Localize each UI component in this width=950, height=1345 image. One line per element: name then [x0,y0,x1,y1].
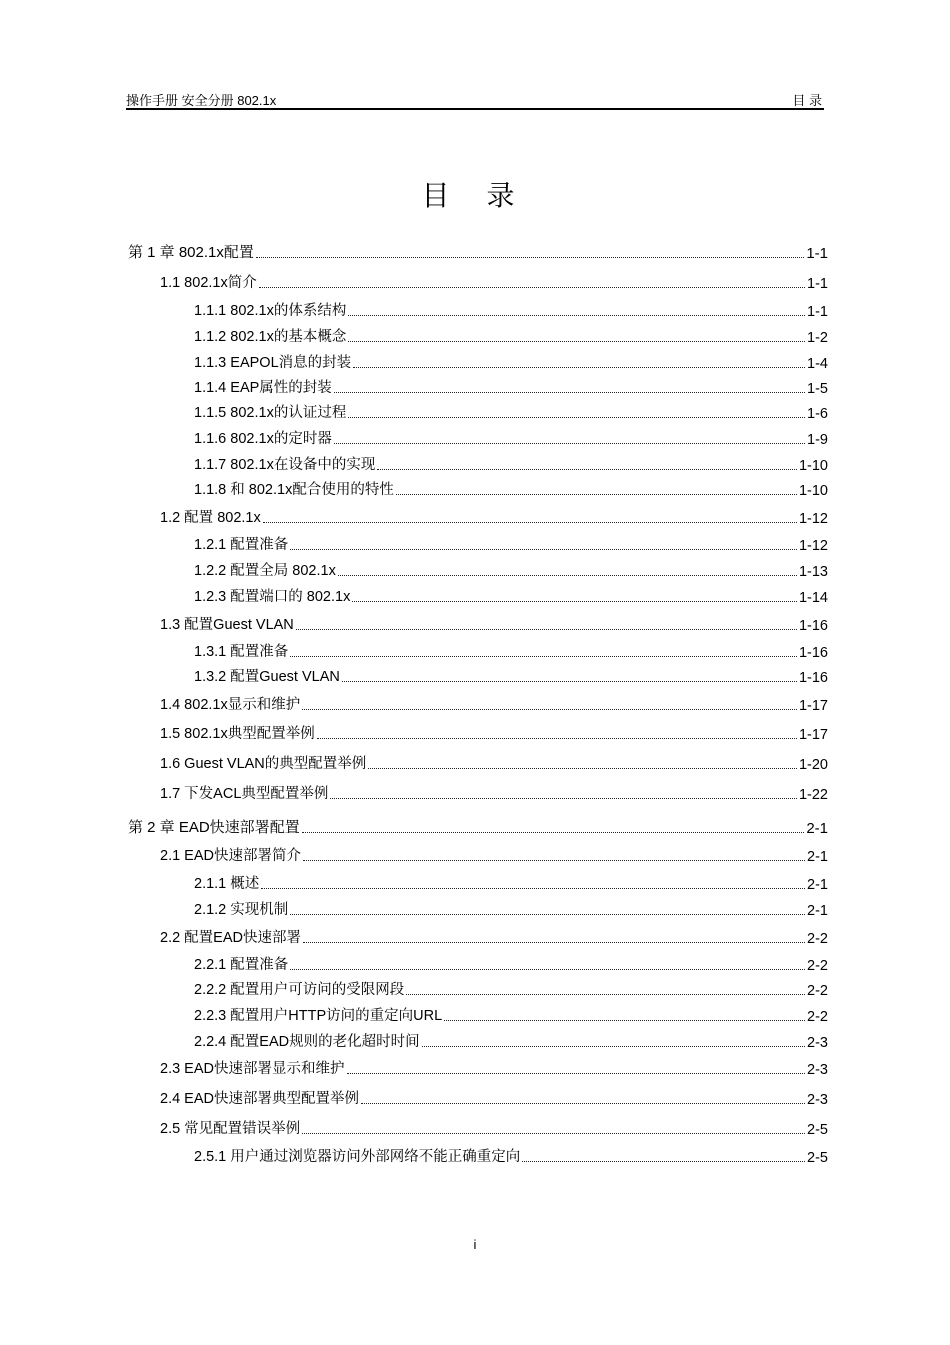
toc-leader-dots [334,443,805,444]
toc-entry-page: 2-1 [807,877,828,893]
toc-entry-label: 1.1.1 802.1x的体系结构 [194,303,347,319]
toc-entry-page: 1-1 [807,304,828,320]
header-manual-title: 操作手册 安全分册 802.1x [126,93,277,108]
toc-leader-dots [334,392,805,393]
page-header [126,90,824,110]
toc-leader-dots [256,257,804,258]
toc-entry[interactable] [194,666,828,686]
toc-entry-page: 2-2 [807,1009,828,1025]
toc-entry-page: 2-2 [807,931,828,947]
toc-entry-label: 1.2.2 配置全局 802.1x [194,563,336,579]
toc-entry-label: 1.5 802.1x典型配置举例 [160,726,315,742]
toc-entry-label: 1.4 802.1x显示和维护 [160,697,301,713]
toc-entry[interactable] [194,1005,828,1025]
toc-entry[interactable] [160,1088,828,1108]
toc-entry-label: 1.7 下发ACL典型配置举例 [160,786,329,802]
toc-entry[interactable] [194,560,828,580]
toc-leader-dots [348,341,805,342]
toc-leader-dots [352,601,797,602]
toc-entry[interactable] [194,899,828,919]
toc-leader-dots [263,522,797,523]
toc-entry-label: 1.1.6 802.1x的定时器 [194,431,332,447]
toc-entry[interactable] [194,479,828,499]
toc-entry[interactable] [160,783,828,803]
toc-entry[interactable] [160,927,828,947]
toc-entry-page: 1-1 [807,276,828,292]
toc-leader-dots [342,681,797,682]
header-rule [126,108,824,110]
toc-entry-page: 1-16 [798,670,828,686]
toc-leader-dots [290,656,797,657]
toc-leader-dots [302,832,805,833]
toc-entry-label: 1.2.3 配置端口的 802.1x [194,589,351,605]
toc-leader-dots [444,1020,805,1021]
toc-entry[interactable] [160,507,828,527]
toc-leader-dots [296,629,797,630]
toc-entry-label: 1.3.2 配置Guest VLAN [194,669,340,685]
toc-entry-label: 1.1.4 EAP属性的封装 [194,380,332,396]
toc-leader-dots [290,969,805,970]
toc-entry-page: 2-2 [807,958,828,974]
toc-leader-dots [522,1161,805,1162]
toc-entry-label: 2.1.1 概述 [194,876,260,892]
toc-entry-label: 1.3 配置Guest VLAN [160,617,294,633]
toc-leader-dots [261,888,805,889]
toc-entry-label: 2.2.2 配置用户可访问的受限网段 [194,982,405,998]
toc-entry[interactable] [194,377,828,397]
toc-entry-label: 2.2 配置EAD快速部署 [160,930,301,946]
toc-entry-page: 1-4 [807,356,828,372]
toc-leader-dots [347,1073,806,1074]
toc-entry-label: 2.5.1 用户通过浏览器访问外部网络不能正确重定向 [194,1149,521,1165]
toc-leader-dots [303,860,805,861]
toc-entry[interactable] [160,753,828,773]
toc-leader-dots [422,1046,805,1047]
page-title: 目 录 [421,179,529,212]
toc-entry-page: 2-1 [807,849,828,865]
toc-entry[interactable] [194,586,828,606]
toc-entry-page: 2-3 [807,1035,828,1051]
toc-entry[interactable] [194,352,828,372]
toc-entry-page: 2-2 [807,983,828,999]
toc-entry[interactable] [128,817,828,837]
toc-entry-page: 2-3 [807,1092,828,1108]
toc-entry[interactable] [194,454,828,474]
toc-entry-label: 2.2.1 配置准备 [194,957,289,973]
toc-entry[interactable] [194,641,828,661]
toc-entry-label: 1.1.7 802.1x在设备中的实现 [194,457,376,473]
toc-entry[interactable] [160,1118,828,1138]
toc-entry-page: 2-5 [807,1122,828,1138]
toc-entry-page: 2-1 [806,820,828,837]
toc-entry-page: 1-16 [798,618,828,634]
toc-leader-dots [259,287,805,288]
toc-entry[interactable] [194,1031,828,1051]
toc-entry-label: 第 2 章 EAD快速部署配置 [128,819,300,836]
toc-entry-label: 1.1.3 EAPOL消息的封装 [194,355,352,371]
page-number: i [473,1237,477,1252]
toc-entry-label: 2.5 常见配置错误举例 [160,1121,301,1137]
toc-entry[interactable] [194,402,828,422]
toc-entry[interactable] [160,845,828,865]
toc-entry-page: 1-6 [807,406,828,422]
toc-entry-label: 1.1 802.1x简介 [160,275,257,291]
toc-leader-dots [353,367,805,368]
toc-entry[interactable] [160,723,828,743]
toc-entry-page: 1-5 [807,381,828,397]
toc-entry-page: 1-12 [798,538,828,554]
toc-entry-page: 1-10 [798,483,828,499]
toc-entry[interactable] [194,428,828,448]
toc-entry[interactable] [194,1146,828,1166]
toc-entry[interactable] [160,694,828,714]
toc-leader-dots [377,469,797,470]
toc-entry-label: 1.6 Guest VLAN的典型配置举例 [160,756,367,772]
toc-entry-page: 2-1 [807,903,828,919]
toc-entry-label: 1.2.1 配置准备 [194,537,289,553]
toc-entry-label: 2.1.2 实现机制 [194,902,289,918]
toc-entry-label: 2.3 EAD快速部署显示和维护 [160,1061,345,1077]
toc-leader-dots [317,738,797,739]
toc-entry-page: 1-12 [798,511,828,527]
toc-leader-dots [348,417,805,418]
toc-entry[interactable] [194,954,828,974]
toc-entry-page: 1-20 [798,757,828,773]
toc-entry-page: 2-5 [807,1150,828,1166]
toc-entry-label: 1.2 配置 802.1x [160,510,261,526]
toc-entry[interactable] [194,534,828,554]
toc-entry-label: 1.1.8 和 802.1x配合使用的特性 [194,482,394,498]
toc-entry[interactable] [128,242,828,262]
toc-entry[interactable] [160,1058,828,1078]
toc-leader-dots [396,494,797,495]
toc-leader-dots [302,709,797,710]
toc-entry-label: 2.2.3 配置用户HTTP访问的重定向URL [194,1008,443,1024]
toc-entry-label: 1.3.1 配置准备 [194,644,289,660]
toc-entry-page: 1-10 [798,458,828,474]
toc-entry-label: 2.2.4 配置EAD规则的老化超时时间 [194,1034,420,1050]
toc-entry-page: 1-14 [798,590,828,606]
toc-entry[interactable] [194,300,828,320]
toc-entry-page: 1-13 [798,564,828,580]
toc-leader-dots [338,575,797,576]
toc-entry-page: 2-3 [807,1062,828,1078]
toc-entry-label: 1.1.2 802.1x的基本概念 [194,329,347,345]
toc-leader-dots [290,549,797,550]
toc-entry-label: 2.1 EAD快速部署简介 [160,848,301,864]
toc-leader-dots [303,942,805,943]
toc-leader-dots [330,798,797,799]
toc-entry[interactable] [194,326,828,346]
toc-entry-label: 2.4 EAD快速部署典型配置举例 [160,1091,359,1107]
toc-entry-page: 1-16 [798,645,828,661]
toc-leader-dots [348,315,805,316]
toc-leader-dots [406,994,805,995]
toc-leader-dots [361,1103,805,1104]
toc-entry-page: 1-2 [807,330,828,346]
toc-entry[interactable] [194,979,828,999]
toc-leader-dots [302,1133,805,1134]
header-section-title: 目 录 [792,93,822,108]
toc-entry-page: 1-17 [798,698,828,714]
toc-entry-label: 1.1.5 802.1x的认证过程 [194,405,347,421]
toc-entry[interactable] [160,272,828,292]
toc-entry[interactable] [194,873,828,893]
toc-entry-page: 1-17 [798,727,828,743]
toc-entry-label: 第 1 章 802.1x配置 [128,244,254,261]
toc-entry-page: 1-1 [806,245,828,262]
toc-leader-dots [290,914,805,915]
toc-leader-dots [368,768,797,769]
toc-entry-page: 1-22 [798,787,828,803]
toc-entry-page: 1-9 [807,432,828,448]
toc-entry[interactable] [160,614,828,634]
